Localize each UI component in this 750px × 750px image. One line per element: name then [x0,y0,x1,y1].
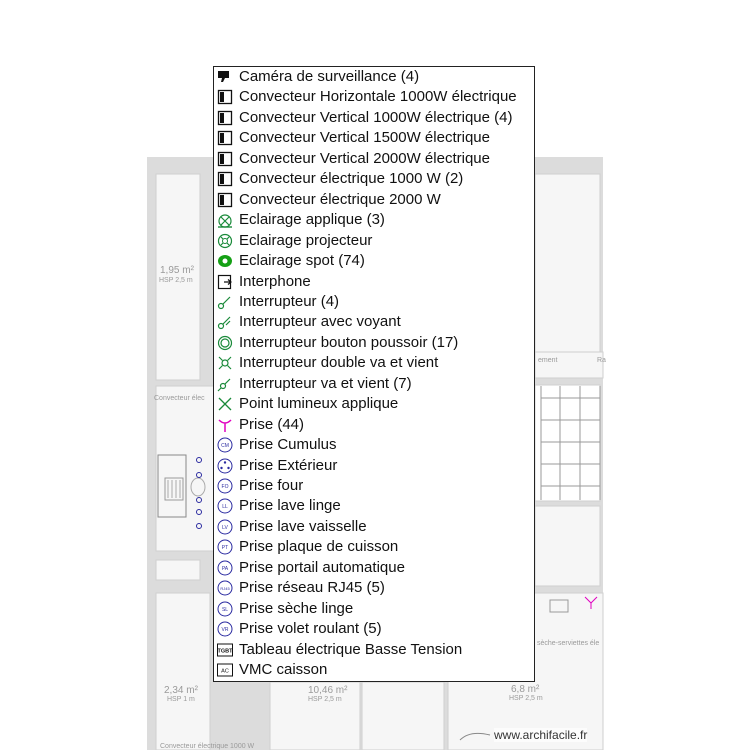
legend-item [214,660,534,680]
legend-item-label: Interphone [239,272,311,290]
legend-item [214,640,534,660]
svg-text:VR: VR [221,627,229,634]
legend-item [214,353,534,373]
legend-item-label: Caméra de surveillance (4) [239,68,420,85]
svg-text:PA: PA [221,565,229,572]
legend-item [214,537,534,557]
convector-icon [217,130,233,146]
camera-icon [217,69,233,85]
svg-text:SL: SL [221,606,229,613]
legend-item-label: Prise plaque de cuisson [239,538,399,556]
convector-icon [217,192,233,208]
socket-code-icon [217,580,233,596]
svg-text:CM: CM [221,443,229,450]
legend-item-label: Convecteur Vertical 1500W électrique [239,129,490,147]
wall-light-icon [217,212,233,228]
legend-item [214,210,534,230]
legend-item-label: Point lumineux applique [239,395,399,413]
legend-item-label: Prise lave vaisselle [239,517,367,535]
svg-text:PT: PT [221,545,229,552]
legend-item [214,169,534,189]
legend-item [214,599,534,619]
legend-item-label: Eclairage applique (3) [239,211,385,229]
legend-item-label: Eclairage projecteur [239,231,373,249]
socket-icon [217,417,233,433]
legend-item-label: Prise (44) [239,415,305,433]
socket-code-icon [217,601,233,617]
legend-item-label: Convecteur Vertical 1000W électrique (4) [239,108,513,126]
socket-code-icon [217,621,233,637]
legend-item [214,190,534,210]
room-area-label: 10,46 m² [308,685,348,696]
convector-icon [217,89,233,105]
legend-item-label: Interrupteur avec voyant [239,313,401,331]
plan-fixture-label: Convecteur électrique 1000 W [160,743,255,750]
legend-item-label: Interrupteur double va et vient [239,354,439,372]
plan-fixture-label: Ra [597,357,606,364]
projector-light-icon [217,233,233,249]
legend-item [214,87,534,107]
legend-item [214,456,534,476]
socket-code-icon [217,519,233,535]
room-area-label: 2,34 m² [164,685,198,696]
legend-item [214,312,534,332]
plan-fixture-label: Convecteur élec [154,395,205,402]
socket-code-icon [217,539,233,555]
legend-item [214,476,534,496]
svg-text:AC: AC [221,668,229,675]
vmc-icon [217,662,233,678]
symbol-legend [213,66,535,682]
legend-item [214,67,534,87]
legend-item-label: Convecteur Vertical 2000W électrique [239,149,490,167]
svg-text:LV: LV [222,524,228,531]
svg-text:TGBT: TGBT [217,648,233,655]
legend-item [214,435,534,455]
plan-fixture-label: ement [538,357,558,364]
svg-text:RJ45: RJ45 [220,586,230,592]
legend-item-label: Convecteur Horizontale 1000W électrique [239,88,517,106]
socket-code-icon [217,478,233,494]
legend-item-label: Interrupteur bouton poussoir (17) [239,333,459,351]
convector-icon [217,110,233,126]
room-height-label: HSP 2,5 m [509,695,543,702]
legend-item [214,374,534,394]
panel-icon [217,642,233,658]
svg-text:FO: FO [221,484,229,490]
legend-item-label: Convecteur électrique 1000 W (2) [239,170,464,188]
outdoor-socket-icon [217,458,233,474]
room-height-label: HSP 2,5 m [308,696,342,703]
plan-fixture-label: sèche-serviettes éle [537,640,600,647]
room-area-label: 1,95 m² [160,265,194,276]
legend-item [214,496,534,516]
legend-item [214,272,534,292]
legend-item [214,619,534,639]
legend-item [214,517,534,537]
legend-item-label: Prise sèche linge [239,599,354,617]
watermark: www.archifacile.fr [494,728,588,742]
legend-item [214,292,534,312]
legend-item [214,231,534,251]
legend-item-label: Prise lave linge [239,497,341,515]
legend-item-label: Interrupteur va et vient (7) [239,374,412,392]
push-button-icon [217,335,233,351]
convector-icon [217,171,233,187]
legend-item-label: Prise Cumulus [239,436,337,454]
room-area-label: 6,8 m² [511,684,540,695]
spot-light-icon [217,253,233,269]
room-height-label: HSP 1 m [167,696,195,703]
legend-item-label: VMC caisson [239,661,328,679]
legend-item [214,578,534,598]
legend-item [214,128,534,148]
legend-item [214,108,534,128]
socket-code-icon [217,437,233,453]
legend-item [214,251,534,271]
intercom-icon [217,274,233,290]
room-height-label: HSP 2,5 m [159,277,193,284]
legend-item-label: Convecteur électrique 2000 W [239,190,441,208]
legend-item [214,333,534,353]
switch-indicator-icon [217,314,233,330]
double-switch-icon [217,355,233,371]
light-point-icon [217,396,233,412]
legend-item-label: Prise réseau RJ45 (5) [239,579,385,597]
convector-icon [217,151,233,167]
legend-item-label: Prise portail automatique [239,558,405,576]
legend-item [214,415,534,435]
socket-code-icon [217,498,233,514]
legend-item-label: Interrupteur (4) [239,292,340,310]
legend-item [214,558,534,578]
legend-item-label: Prise volet roulant (5) [239,620,382,638]
legend-item-label: Tableau électrique Basse Tension [239,640,463,658]
svg-text:LL: LL [222,504,228,511]
legend-item-label: Prise Extérieur [239,456,338,474]
switch-icon [217,294,233,310]
socket-code-icon [217,560,233,576]
legend-item [214,394,534,414]
legend-item [214,149,534,169]
two-way-switch-icon [217,376,233,392]
legend-item-label: Prise four [239,477,304,494]
legend-item-label: Eclairage spot (74) [239,252,365,270]
